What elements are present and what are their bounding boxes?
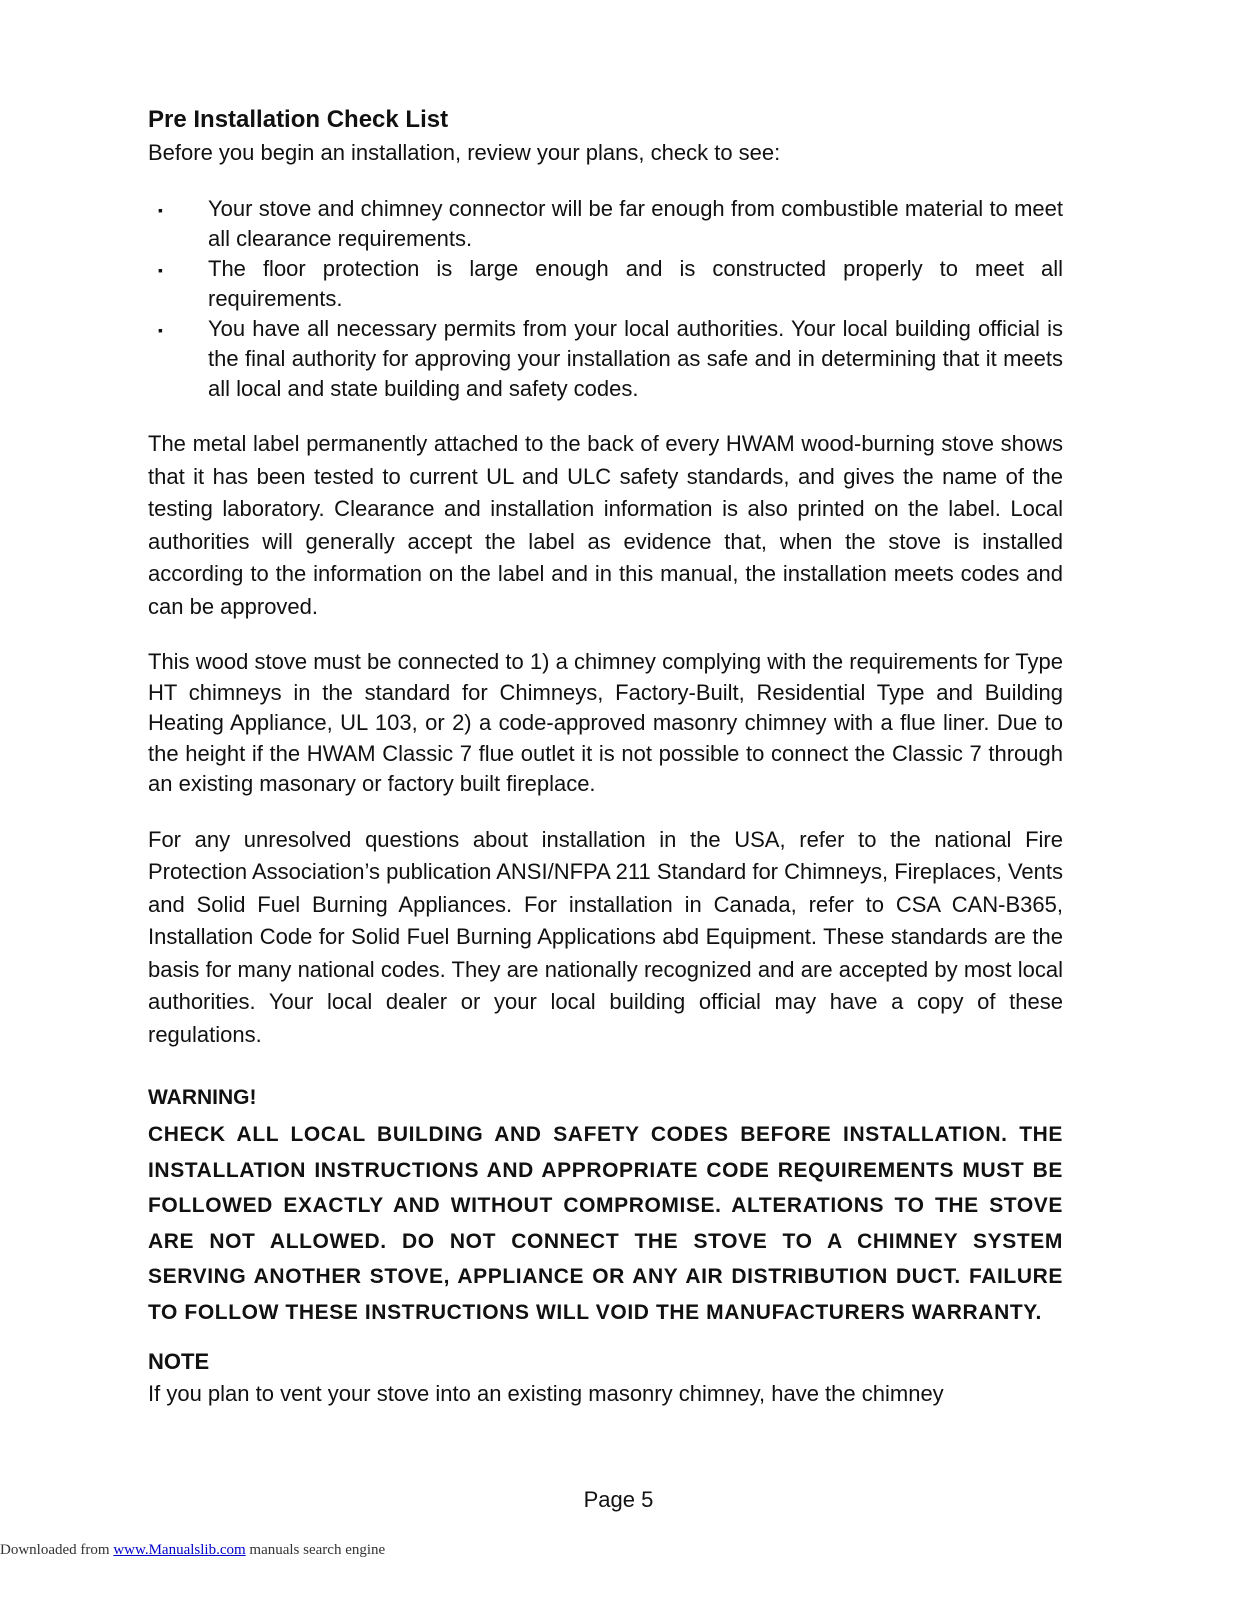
checklist (148, 194, 1063, 404)
bullet-icon: ▪ (158, 322, 163, 338)
note-title: NOTE (148, 1349, 210, 1374)
intro-text: Before you begin an installation, review your plans, check to see: (148, 140, 781, 165)
paragraph-standards: For any unresolved questions about installation in the USA, refer to the national Fire Protection Association’s publication ANSI/NFPA 211 Standard for Chimneys, Fireplaces, Vents and Solid Fuel Burning Appliances. For installation in Canada, refer to CSA CAN-B365, Installation Code for Solid Fuel Burning Applications abd Equipment. These standards are the basis for many national codes. They are nationally recognized and are accepted by most local authorities. Your local dealer or your local building official may have a copy of these regulations. (148, 826, 1063, 1047)
note-body: If you plan to vent your stove into an existing masonry chimney, have the chimney (148, 1381, 944, 1406)
footer-suffix: manuals search engine (245, 1542, 386, 1558)
list-item (148, 194, 1063, 254)
footer-prefix: Downloaded from (0, 1542, 114, 1558)
list-item-text: You have all necessary permits from your local authorities. Your local building official is the final authority for approving your installation as safe and in determining that it meets all local and state building and safety codes. (208, 316, 1063, 401)
page-number: Page 5 (583, 1487, 654, 1512)
manualslib-link[interactable]: www.Manualslib.com (113, 1542, 246, 1558)
download-footer (0, 1542, 385, 1559)
list-item-text: The floor protection is large enough and is constructed properly to meet all requirements. (208, 256, 1063, 311)
paragraph-chimney-requirements: This wood stove must be connected to 1) a chimney complying with the requirements for Type HT chimneys in the standard for Chimneys, Factory-Built, Residential Type and Building Heating Appliance, UL 103, or 2) a code-approved masonry chimney with a flue liner. Due to the height if the HWAM Classic 7 flue outlet it is not possible to connect the Classic 7 through an existing masonary or factory built fireplace. (148, 649, 1063, 796)
bullet-icon: ▪ (158, 262, 163, 278)
list-item (148, 314, 1063, 404)
bullet-icon: ▪ (158, 202, 163, 218)
page-heading: Pre Installation Check List (148, 106, 449, 133)
paragraph-label-info: The metal label permanently attached to the back of every HWAM wood-burning stove shows that it has been tested to current UL and ULC safety standards, and gives the name of the testing laboratory. Clearance and installation information is also printed on the label. Local authorities will generally accept the label as evidence that, when the stove is installed according to the information on the label and in this manual, the installation meets codes and can be approved. (148, 431, 1063, 619)
list-item-text: Your stove and chimney connector will be far enough from combustible material to meet all clearance requirements. (208, 196, 1063, 251)
warning-body: CHECK ALL LOCAL BUILDING AND SAFETY CODES BEFORE INSTALLATION. THE INSTALLATION INSTRUCTIONS AND APPROPRIATE CODE REQUIREMENTS MUST BE FOLLOWED EXACTLY AND WITHOUT COMPROMISE. ALTERATIONS TO THE STOVE ARE NOT ALLOWED. DO NOT CONNECT THE STOVE TO A CHIMNEY SYSTEM SERVING ANOTHER STOVE, APPLIANCE OR ANY AIR DISTRIBUTION DUCT. FAILURE TO FOLLOW THESE INSTRUCTIONS WILL VOID THE MANUFACTURERS WARRANTY. (148, 1123, 1063, 1324)
warning-title: WARNING! (148, 1086, 257, 1109)
list-item (148, 254, 1063, 314)
document-page (148, 104, 1063, 1410)
